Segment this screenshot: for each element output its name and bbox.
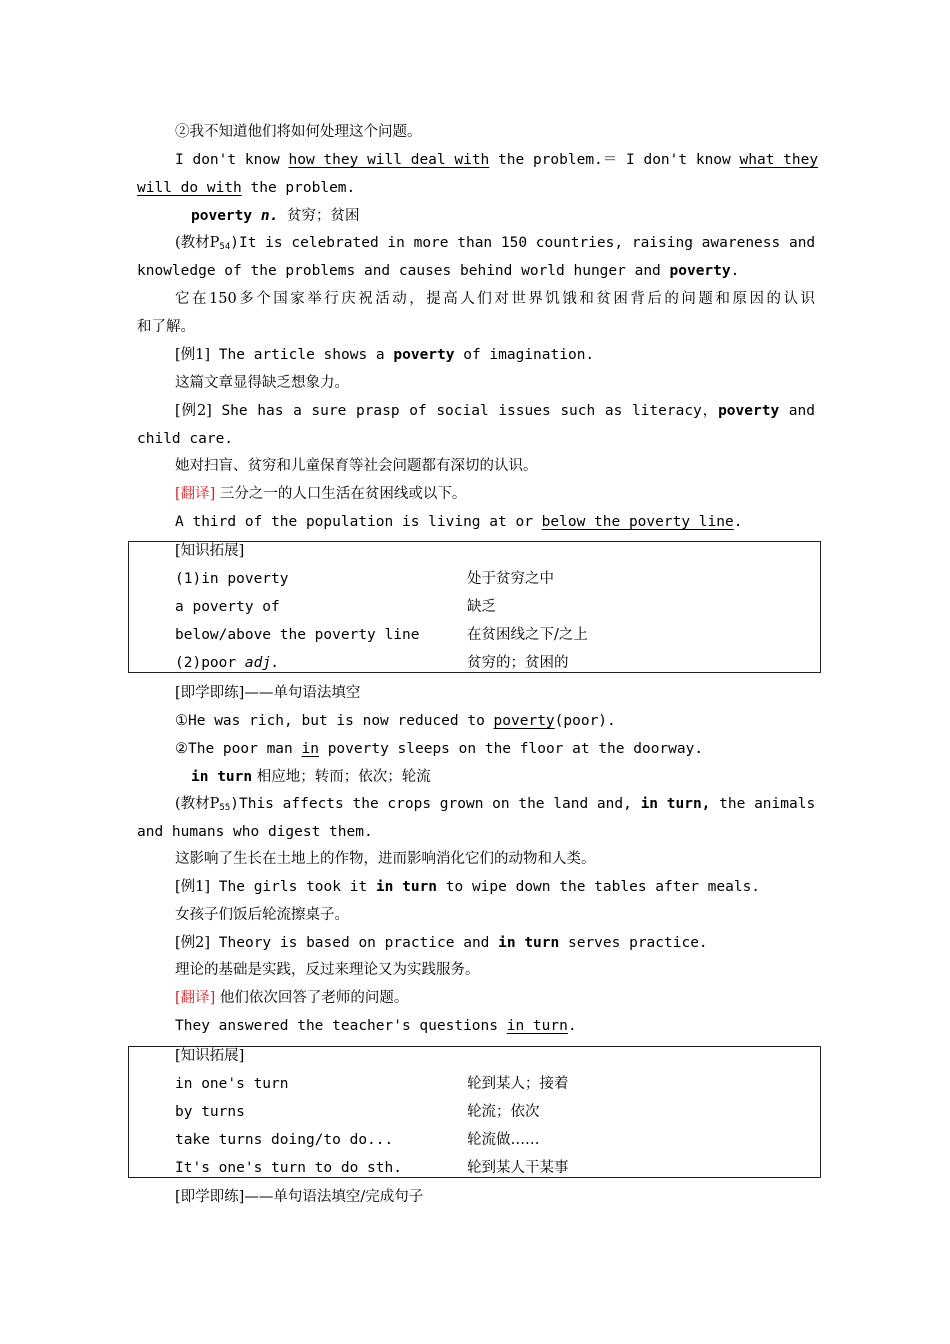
text-segment: ②The poor man	[175, 741, 302, 757]
textbook-label: (教材P	[175, 235, 220, 251]
meaning: 相应地；转而；依次；轮流	[252, 769, 431, 785]
headword: in turn	[191, 769, 253, 785]
practice-title-in-turn: [即学即练]——单句语法填空/完成句子	[175, 1189, 424, 1205]
inturn-example-1-cn: 女孩子们饭后轮流擦桌子。	[175, 907, 349, 923]
textbook-page: 55	[219, 803, 231, 813]
answer-blank: will do with	[137, 180, 242, 196]
textbook-quote-line1	[175, 794, 815, 818]
knowledge-row-en: It's one's turn to do sth.	[175, 1160, 402, 1176]
text-segment: 他们依次回答了老师的问题。	[215, 990, 409, 1006]
translate-label: [翻译]	[175, 486, 216, 502]
text-segment: (2)poor	[175, 655, 245, 671]
keyword: poverty	[393, 347, 455, 363]
text-segment: .	[567, 1018, 577, 1034]
poverty-example-2	[175, 401, 815, 421]
text-segment: poverty sleeps on the floor at the doorway.	[318, 741, 704, 757]
answer-blank: poverty	[493, 713, 555, 729]
knowledge-row-cn: 缺乏	[467, 599, 496, 615]
text-segment: ①He was rich, but is now reduced to	[175, 713, 494, 729]
keyword: poverty	[669, 263, 731, 279]
inturn-example-2	[175, 933, 855, 953]
knowledge-row-cn: 轮流做……	[467, 1132, 540, 1148]
text-segment: They answered the teacher's questions	[175, 1018, 507, 1034]
knowledge-row-en: by turns	[175, 1104, 245, 1120]
meaning: 贫穷；贫困	[287, 208, 360, 224]
keyword: poverty	[718, 403, 780, 419]
knowledge-row-cn: 轮到某人；接着	[467, 1076, 569, 1092]
textbook-quote-line2	[137, 261, 817, 281]
part-of-speech: adj.	[244, 655, 280, 671]
inturn-translate-task	[175, 988, 855, 1008]
example-label: [例2]	[175, 403, 212, 419]
example-2-english-line2	[137, 178, 817, 198]
textbook-quote-line1	[175, 233, 815, 257]
textbook-translation: 这影响了生长在土地上的作物，进而影响消化它们的动物和人类。	[175, 851, 596, 867]
example-label: [例1]	[175, 879, 211, 895]
text-segment: She has a sure prasp of social issues such as literacy，	[211, 403, 719, 419]
practice-item-1	[175, 711, 855, 731]
knowledge-row-en: below/above the poverty line	[175, 627, 420, 643]
text-segment: I don't know	[175, 152, 289, 168]
text-segment: (poor).	[554, 713, 616, 729]
textbook-label: (教材P	[175, 796, 220, 812]
example-2-chinese: ②我不知道他们将如何处理这个问题。	[175, 124, 422, 140]
knowledge-row-en: a poverty of	[175, 599, 280, 615]
text-segment: the animals	[710, 796, 816, 812]
knowledge-row-en: take turns doing/to do...	[175, 1132, 394, 1148]
text-segment: )This affects the crops grown on the land and,	[230, 796, 641, 812]
textbook-page: 54	[219, 242, 231, 252]
answer-blank: below the poverty line	[541, 514, 734, 530]
text-segment: The article shows a	[210, 347, 394, 363]
knowledge-box-title: [知识拓展]	[175, 543, 245, 559]
knowledge-row-en: in one's turn	[175, 1076, 289, 1092]
text-segment: of imagination.	[454, 347, 595, 363]
example-label: [例2]	[175, 935, 211, 951]
text-segment: the problem.＝ I don't know	[489, 152, 740, 168]
poverty-translate-task	[175, 484, 855, 504]
text-segment: and	[779, 403, 815, 419]
knowledge-row-cn: 贫穷的；贫困的	[467, 655, 569, 671]
text-segment: 它在150多个国家举行庆祝活动，提高人们对世界饥饿和贫困背后的问题和原因的认识	[175, 291, 815, 307]
text-segment: .	[733, 514, 743, 530]
inturn-translate-answer	[175, 1016, 855, 1036]
textbook-translation-line2: 和了解。	[137, 319, 195, 335]
translate-label: [翻译]	[175, 990, 216, 1006]
poverty-example-1-cn: 这篇文章显得缺乏想象力。	[175, 375, 349, 391]
practice-item-2	[175, 739, 855, 759]
knowledge-row-cn: 轮流；依次	[467, 1104, 540, 1120]
knowledge-row-cn: 在贫困线之下/之上	[467, 627, 588, 643]
keyword: in turn	[375, 879, 438, 895]
keyword: in turn	[498, 935, 560, 951]
answer-blank: in turn	[506, 1018, 568, 1034]
textbook-quote-line2: and humans who digest them.	[137, 824, 373, 840]
text-segment: Theory is based on practice and	[210, 935, 499, 951]
headword-in-turn	[191, 767, 871, 787]
inturn-example-1	[175, 877, 855, 897]
example-label: [例1]	[175, 347, 211, 363]
text-segment: serves practice.	[559, 935, 708, 951]
text-segment: 三分之一的人口生活在贫困线或以下。	[215, 486, 467, 502]
keyword: in turn,	[640, 796, 711, 812]
answer-blank: in	[301, 741, 319, 757]
example-2-english-line1	[175, 150, 819, 170]
headword-poverty	[191, 206, 871, 226]
text-segment: )It is celebrated in more than 150 countries, raising awareness and	[230, 235, 816, 251]
knowledge-row-en	[175, 653, 280, 673]
answer-blank: how they will deal with	[288, 152, 490, 168]
part-of-speech: n.	[260, 208, 279, 224]
text-segment: .	[730, 263, 740, 279]
answer-blank: what they	[739, 152, 819, 168]
text-segment: knowledge of the problems and causes behind world hunger and	[137, 263, 670, 279]
text-segment: The girls took it	[210, 879, 376, 895]
knowledge-row-cn: 轮到某人干某事	[467, 1160, 569, 1176]
poverty-translate-answer	[175, 512, 855, 532]
headword: poverty	[191, 208, 253, 224]
inturn-example-2-cn: 理论的基础是实践，反过来理论又为实践服务。	[175, 962, 480, 978]
knowledge-box-title: [知识拓展]	[175, 1048, 245, 1064]
knowledge-row-en: (1)in poverty	[175, 571, 289, 587]
poverty-example-2-cn: 她对扫盲、贫穷和儿童保育等社会问题都有深切的认识。	[175, 458, 538, 474]
text-segment: to wipe down the tables after meals.	[437, 879, 761, 895]
text-segment: the problem.	[241, 180, 356, 196]
textbook-translation-line1	[175, 289, 815, 309]
knowledge-row-cn: 处于贫穷之中	[467, 571, 554, 587]
poverty-example-1	[175, 345, 855, 365]
practice-title-poverty: [即学即练]——单句语法填空	[175, 685, 361, 701]
text-segment: A third of the population is living at or	[175, 514, 542, 530]
poverty-example-2-line2: child care.	[137, 431, 234, 447]
